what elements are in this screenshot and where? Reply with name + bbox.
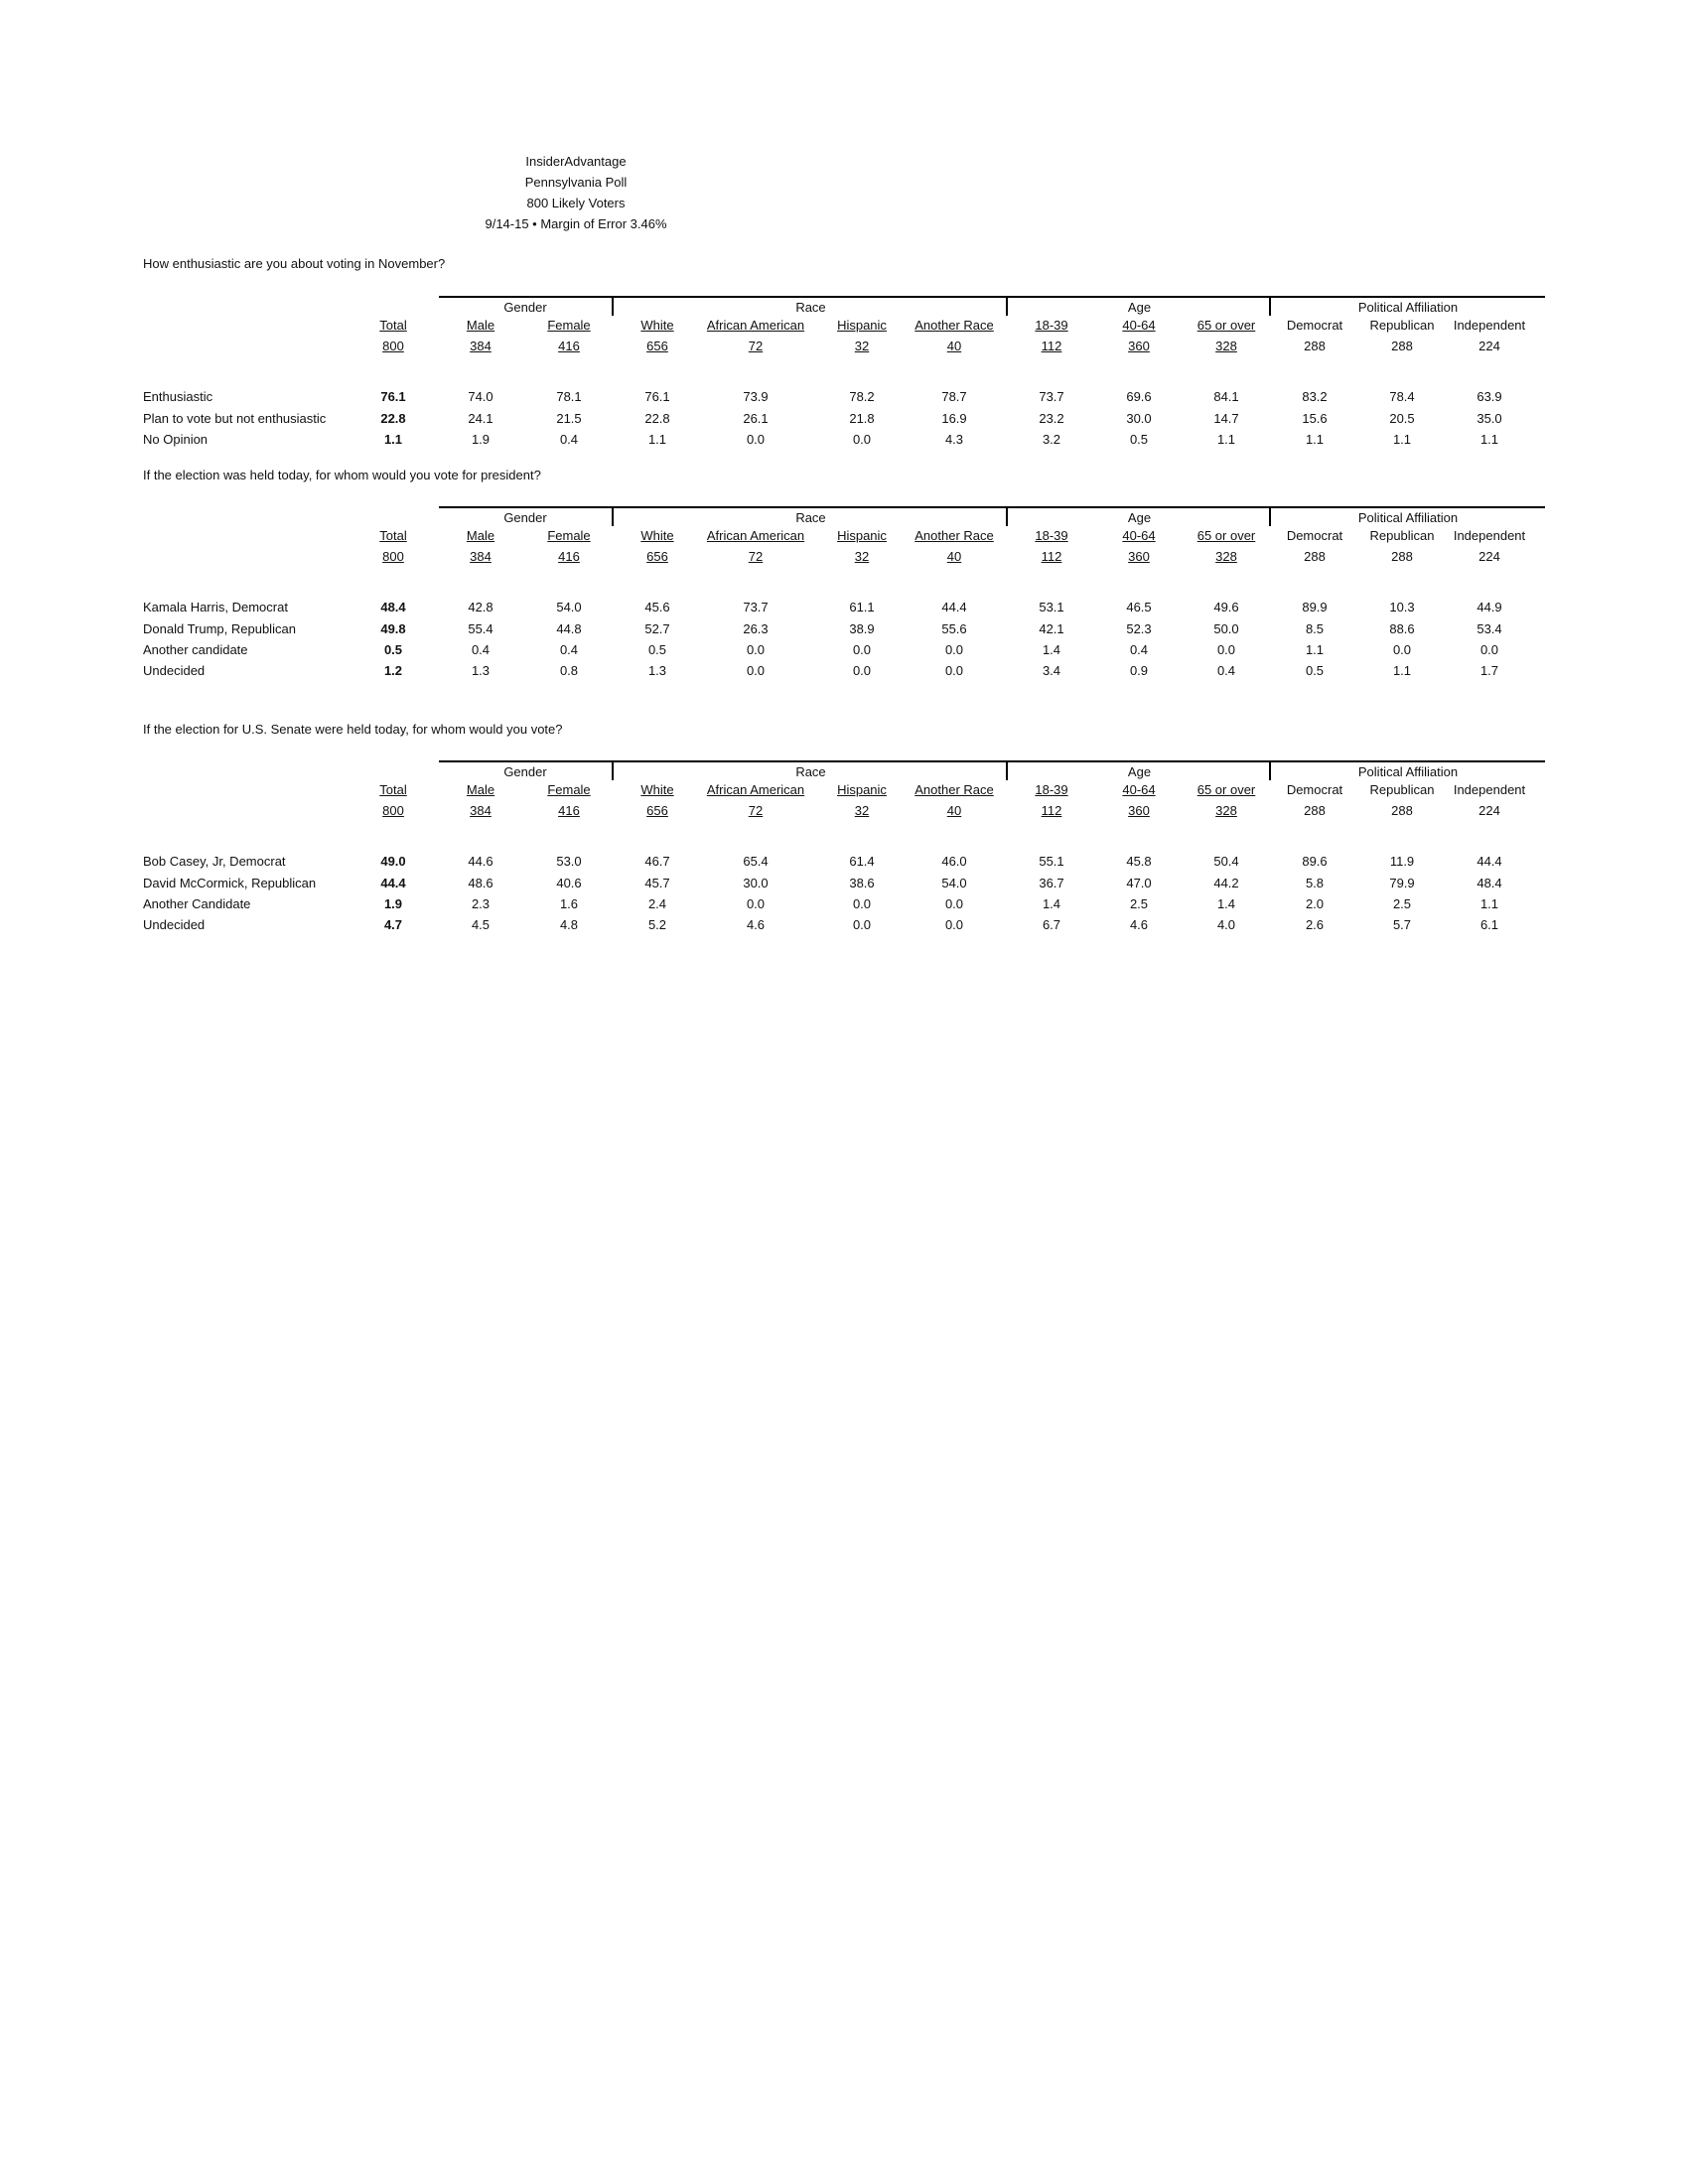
table-cell: 2.4 [647, 896, 667, 911]
table-cell: 1.1 [647, 432, 667, 447]
column-n: 656 [646, 549, 668, 564]
group-header: Political Affiliation [1269, 506, 1545, 526]
table-cell: 1.4 [1042, 642, 1061, 657]
column-n: 112 [1041, 339, 1062, 353]
poll-header [417, 151, 735, 234]
column-header: Total [379, 782, 407, 797]
group-header: Gender [439, 296, 612, 316]
table-cell: 46.0 [941, 854, 967, 869]
table-cell: 1.1 [1392, 432, 1412, 447]
table-cell: 11.9 [1389, 854, 1415, 869]
column-n: 112 [1041, 803, 1062, 818]
column-header: Democrat [1286, 318, 1343, 333]
table-cell: 8.5 [1305, 621, 1325, 636]
table-cell: 6.1 [1479, 917, 1499, 932]
column-n: 384 [470, 339, 492, 353]
column-header: Total [379, 528, 407, 543]
table-cell: 42.8 [468, 600, 493, 614]
poll-org: InsiderAdvantage [525, 154, 627, 169]
group-header: Gender [439, 760, 612, 780]
table-cell: 89.9 [1302, 600, 1328, 614]
group-header: Age [1006, 760, 1271, 780]
table-cell: 36.7 [1039, 876, 1064, 890]
column-header: African American [706, 782, 805, 797]
column-header: Independent [1453, 318, 1526, 333]
table-cell: 48.6 [468, 876, 493, 890]
table-cell: 53.4 [1477, 621, 1502, 636]
table-cell: 44.6 [468, 854, 493, 869]
table-cell: 69.6 [1126, 389, 1152, 404]
table-cell: 6.7 [1042, 917, 1061, 932]
table-cell: 0.8 [559, 663, 579, 678]
column-header: Republican [1369, 318, 1435, 333]
table-cell: 0.4 [559, 642, 579, 657]
table-cell: 0.4 [1216, 663, 1236, 678]
table-cell: 35.0 [1477, 411, 1502, 426]
table-cell: 44.8 [556, 621, 582, 636]
group-header: Race [612, 760, 1008, 780]
table-cell: 3.4 [1042, 663, 1061, 678]
table-cell: 45.8 [1126, 854, 1152, 869]
table-cell: 54.0 [941, 876, 967, 890]
column-n: 224 [1478, 803, 1500, 818]
table-cell: 44.4 [380, 876, 406, 890]
table-cell: 4.7 [383, 917, 403, 932]
table-cell: 4.6 [746, 917, 766, 932]
table-cell: 38.9 [849, 621, 875, 636]
table-cell: 2.5 [1392, 896, 1412, 911]
column-header: Male [466, 318, 495, 333]
table-cell: 22.8 [644, 411, 670, 426]
row-label: Another candidate [143, 642, 248, 657]
column-n: 288 [1304, 549, 1326, 564]
table-cell: 1.1 [1305, 642, 1325, 657]
table-cell: 44.9 [1477, 600, 1502, 614]
column-header: Democrat [1286, 528, 1343, 543]
column-header: Another Race [914, 318, 994, 333]
table-cell: 1.4 [1216, 896, 1236, 911]
column-header: Another Race [914, 528, 994, 543]
table-cell: 79.9 [1389, 876, 1415, 890]
table-cell: 0.5 [1305, 663, 1325, 678]
table-cell: 0.5 [1129, 432, 1149, 447]
column-n: 32 [854, 803, 870, 818]
column-n: 384 [470, 549, 492, 564]
table-cell: 53.1 [1039, 600, 1064, 614]
column-header: Republican [1369, 782, 1435, 797]
table-cell: 1.1 [1479, 432, 1499, 447]
table-cell: 47.0 [1126, 876, 1152, 890]
table-cell: 1.6 [559, 896, 579, 911]
column-n: 360 [1128, 339, 1150, 353]
table-cell: 5.7 [1392, 917, 1412, 932]
table-cell: 61.4 [849, 854, 875, 869]
column-n: 288 [1304, 339, 1326, 353]
table-cell: 52.7 [644, 621, 670, 636]
column-n: 72 [748, 549, 764, 564]
poll-sample: 800 Likely Voters [526, 196, 626, 210]
column-n: 416 [558, 339, 580, 353]
table-cell: 1.7 [1479, 663, 1499, 678]
column-n: 416 [558, 803, 580, 818]
table-cell: 20.5 [1389, 411, 1415, 426]
column-header: 40-64 [1122, 318, 1156, 333]
table-cell: 52.3 [1126, 621, 1152, 636]
crosstab [143, 760, 1543, 939]
table-cell: 46.5 [1126, 600, 1152, 614]
table-cell: 0.9 [1129, 663, 1149, 678]
table-cell: 78.2 [849, 389, 875, 404]
column-n: 656 [646, 339, 668, 353]
row-label: Enthusiastic [143, 389, 213, 404]
table-cell: 24.1 [468, 411, 493, 426]
table-cell: 74.0 [468, 389, 493, 404]
table-cell: 0.0 [852, 663, 872, 678]
table-cell: 78.1 [556, 389, 582, 404]
column-n: 224 [1478, 549, 1500, 564]
group-header: Age [1006, 296, 1271, 316]
table-cell: 49.8 [380, 621, 406, 636]
table-cell: 10.3 [1389, 600, 1415, 614]
table-cell: 2.6 [1305, 917, 1325, 932]
column-n: 416 [558, 549, 580, 564]
table-cell: 50.0 [1213, 621, 1239, 636]
table-cell: 30.0 [1126, 411, 1152, 426]
table-cell: 0.4 [1129, 642, 1149, 657]
table-cell: 0.0 [746, 896, 766, 911]
column-header: African American [706, 318, 805, 333]
column-n: 360 [1128, 803, 1150, 818]
row-label: Donald Trump, Republican [143, 621, 296, 636]
table-cell: 3.2 [1042, 432, 1061, 447]
column-header: Female [547, 528, 591, 543]
table-cell: 4.0 [1216, 917, 1236, 932]
row-label: Undecided [143, 663, 206, 678]
group-header: Political Affiliation [1269, 760, 1545, 780]
table-cell: 0.0 [1216, 642, 1236, 657]
column-n: 32 [854, 549, 870, 564]
column-header: African American [706, 528, 805, 543]
group-header: Age [1006, 506, 1271, 526]
table-cell: 15.6 [1302, 411, 1328, 426]
table-cell: 40.6 [556, 876, 582, 890]
table-cell: 14.7 [1213, 411, 1239, 426]
table-cell: 63.9 [1477, 389, 1502, 404]
column-n: 112 [1041, 549, 1062, 564]
column-header: 40-64 [1122, 782, 1156, 797]
row-label: Kamala Harris, Democrat [143, 600, 288, 614]
column-header: Hispanic [837, 318, 887, 333]
table-cell: 49.6 [1213, 600, 1239, 614]
group-header: Race [612, 506, 1008, 526]
column-header: Male [466, 782, 495, 797]
group-header: Race [612, 296, 1008, 316]
column-header: White [640, 318, 674, 333]
table-cell: 0.0 [746, 642, 766, 657]
column-n: 288 [1391, 549, 1413, 564]
table-cell: 2.5 [1129, 896, 1149, 911]
table-cell: 48.4 [380, 600, 406, 614]
table-cell: 26.1 [743, 411, 769, 426]
row-label: No Opinion [143, 432, 209, 447]
table-cell: 55.4 [468, 621, 493, 636]
column-header: Male [466, 528, 495, 543]
column-n: 288 [1391, 339, 1413, 353]
row-label: Bob Casey, Jr, Democrat [143, 854, 286, 869]
column-n: 72 [748, 339, 764, 353]
column-n: 656 [646, 803, 668, 818]
table-cell: 23.2 [1039, 411, 1064, 426]
column-n: 40 [946, 339, 962, 353]
table-cell: 4.5 [471, 917, 491, 932]
table-cell: 1.1 [383, 432, 403, 447]
table-cell: 78.7 [941, 389, 967, 404]
table-cell: 44.4 [941, 600, 967, 614]
table-cell: 2.0 [1305, 896, 1325, 911]
table-cell: 84.1 [1213, 389, 1239, 404]
table-cell: 44.4 [1477, 854, 1502, 869]
table-cell: 1.1 [1392, 663, 1412, 678]
table-cell: 65.4 [743, 854, 769, 869]
column-n: 328 [1215, 549, 1237, 564]
table-cell: 21.8 [849, 411, 875, 426]
column-header: Female [547, 318, 591, 333]
column-header: Republican [1369, 528, 1435, 543]
column-n: 288 [1304, 803, 1326, 818]
column-header: 18-39 [1035, 318, 1068, 333]
table-cell: 55.1 [1039, 854, 1064, 869]
table-cell: 73.9 [743, 389, 769, 404]
column-n: 288 [1391, 803, 1413, 818]
row-label: David McCormick, Republican [143, 876, 317, 890]
column-header: Hispanic [837, 782, 887, 797]
column-header: Democrat [1286, 782, 1343, 797]
column-n: 328 [1215, 803, 1237, 818]
table-cell: 45.7 [644, 876, 670, 890]
column-n: 384 [470, 803, 492, 818]
column-header: White [640, 782, 674, 797]
table-cell: 45.6 [644, 600, 670, 614]
table-cell: 78.4 [1389, 389, 1415, 404]
table-cell: 5.8 [1305, 876, 1325, 890]
table-cell: 1.9 [471, 432, 491, 447]
question-president: If the election was held today, for whom would you vote for president? [143, 468, 541, 482]
table-cell: 0.0 [1392, 642, 1412, 657]
table-cell: 38.6 [849, 876, 875, 890]
table-cell: 0.5 [383, 642, 403, 657]
table-cell: 76.1 [380, 389, 406, 404]
column-header: 65 or over [1196, 318, 1256, 333]
table-cell: 46.7 [644, 854, 670, 869]
table-cell: 22.8 [380, 411, 406, 426]
poll-title: Pennsylvania Poll [524, 175, 628, 190]
table-cell: 0.0 [852, 896, 872, 911]
table-cell: 55.6 [941, 621, 967, 636]
table-cell: 0.0 [746, 663, 766, 678]
column-header: 18-39 [1035, 782, 1068, 797]
question-senate: If the election for U.S. Senate were held today, for whom would you vote? [143, 722, 563, 737]
table-cell: 0.0 [746, 432, 766, 447]
table-cell: 1.2 [383, 663, 403, 678]
table-cell: 21.5 [556, 411, 582, 426]
table-cell: 4.8 [559, 917, 579, 932]
table-cell: 30.0 [743, 876, 769, 890]
table-cell: 53.0 [556, 854, 582, 869]
table-cell: 88.6 [1389, 621, 1415, 636]
table-cell: 44.2 [1213, 876, 1239, 890]
table-cell: 2.3 [471, 896, 491, 911]
table-cell: 50.4 [1213, 854, 1239, 869]
table-cell: 73.7 [1039, 389, 1064, 404]
table-cell: 0.0 [944, 896, 964, 911]
column-n: 800 [382, 339, 404, 353]
column-n: 72 [748, 803, 764, 818]
column-header: Hispanic [837, 528, 887, 543]
column-header: 65 or over [1196, 528, 1256, 543]
question-enthusiasm: How enthusiastic are you about voting in November? [143, 256, 446, 271]
column-header: 18-39 [1035, 528, 1068, 543]
table-cell: 1.9 [383, 896, 403, 911]
column-n: 40 [946, 549, 962, 564]
table-cell: 16.9 [941, 411, 967, 426]
table-cell: 0.0 [852, 642, 872, 657]
table-cell: 0.0 [1479, 642, 1499, 657]
column-header: 65 or over [1196, 782, 1256, 797]
table-cell: 1.1 [1305, 432, 1325, 447]
table-cell: 89.6 [1302, 854, 1328, 869]
column-n: 32 [854, 339, 870, 353]
table-cell: 76.1 [644, 389, 670, 404]
column-header: Another Race [914, 782, 994, 797]
table-cell: 1.1 [1216, 432, 1236, 447]
table-cell: 26.3 [743, 621, 769, 636]
column-n: 360 [1128, 549, 1150, 564]
table-cell: 1.3 [471, 663, 491, 678]
table-cell: 1.1 [1479, 896, 1499, 911]
table-cell: 0.0 [944, 663, 964, 678]
group-header: Gender [439, 506, 612, 526]
table-cell: 0.0 [852, 432, 872, 447]
table-cell: 1.4 [1042, 896, 1061, 911]
table-cell: 0.0 [944, 917, 964, 932]
table-cell: 5.2 [647, 917, 667, 932]
table-cell: 61.1 [849, 600, 875, 614]
table-cell: 4.3 [944, 432, 964, 447]
column-header: 40-64 [1122, 528, 1156, 543]
table-cell: 49.0 [380, 854, 406, 869]
table-cell: 73.7 [743, 600, 769, 614]
column-header: Independent [1453, 782, 1526, 797]
column-n: 224 [1478, 339, 1500, 353]
table-cell: 0.5 [647, 642, 667, 657]
row-label: Another Candidate [143, 896, 251, 911]
column-n: 328 [1215, 339, 1237, 353]
table-cell: 4.6 [1129, 917, 1149, 932]
column-n: 40 [946, 803, 962, 818]
crosstab [143, 506, 1543, 685]
column-header: Female [547, 782, 591, 797]
table-cell: 0.0 [852, 917, 872, 932]
column-n: 800 [382, 803, 404, 818]
table-cell: 54.0 [556, 600, 582, 614]
table-cell: 0.4 [471, 642, 491, 657]
column-header: Total [379, 318, 407, 333]
column-n: 800 [382, 549, 404, 564]
table-cell: 42.1 [1039, 621, 1064, 636]
table-cell: 83.2 [1302, 389, 1328, 404]
row-label: Undecided [143, 917, 206, 932]
group-header: Political Affiliation [1269, 296, 1545, 316]
column-header: Independent [1453, 528, 1526, 543]
row-label: Plan to vote but not enthusiastic [143, 411, 327, 426]
column-header: White [640, 528, 674, 543]
poll-dates: 9/14-15 • Margin of Error 3.46% [485, 216, 667, 231]
crosstab [143, 296, 1543, 475]
table-cell: 0.4 [559, 432, 579, 447]
table-cell: 1.3 [647, 663, 667, 678]
table-cell: 0.0 [944, 642, 964, 657]
table-cell: 48.4 [1477, 876, 1502, 890]
